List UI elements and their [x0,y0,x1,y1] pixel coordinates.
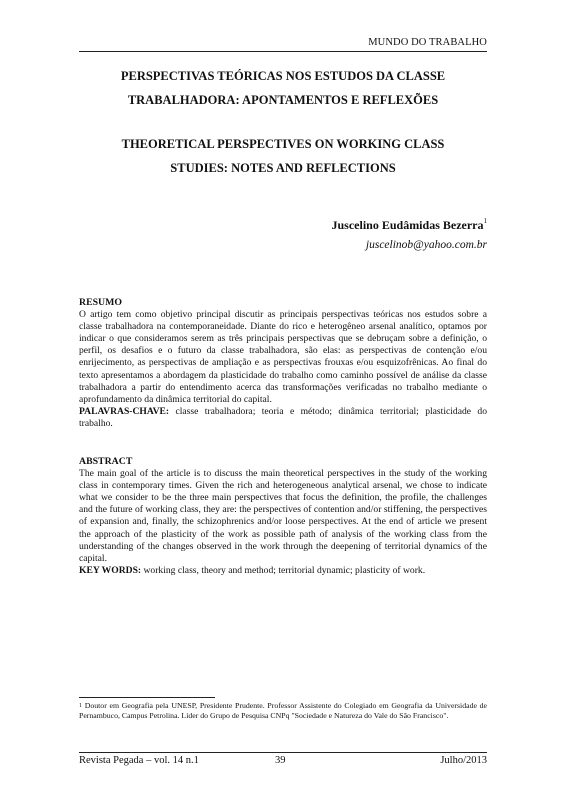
title-pt-line-1: PERSPECTIVAS TEÓRICAS NOS ESTUDOS DA CLASSE [120,69,446,83]
footnote-mark: 1 [79,703,82,709]
resumo-keywords-text: classe trabalhadora; teoria e método; dinâmica territorial; plasticidade do trabalho. [79,405,487,429]
abstract-keywords-text: working class, theory and method; territorial dynamic; plasticity of work. [141,564,426,576]
header-rule [79,51,487,52]
resumo-heading: RESUMO [79,297,123,308]
author-name-text: Juscelino Eudâmidas Bezerra [331,218,484,232]
footer-rule [79,752,487,753]
resumo-keywords-label: PALAVRAS-CHAVE: [79,405,170,417]
abstract-heading: ABSTRACT [79,456,133,467]
footnote-rule [79,697,215,698]
footer-date: Julho/2013 [440,755,487,766]
footnote-text: Doutor em Geografia pela UNESP, Presidente Prudente. Professor Assistente do Colegiado em Geografia da Universidade de Pernambuco, Campus Petrolina. Líder do Grupo de Pesquisa CNPq "Sociedade e Natureza do Vale do São Francisco". [79,701,487,720]
abstract-keywords-label: KEY WORDS: [79,564,142,576]
footer-journal: Revista Pegada – vol. 14 n.1 [79,755,199,766]
resumo-keywords [79,406,487,430]
abstract-section [79,456,487,577]
title-english [79,132,487,180]
title-portuguese [79,64,487,112]
abstract-body: The main goal of the article is to discuss the main theoretical perspectives in the study of the working class in contemporary times. Given the rich and heterogeneous analytical arsenal, we chose to indicate what we consider to be the three main perspectives that focus the definition, the profile, the challenges and the future of working class, they are: the perspectives of contention and/or stiffening, the perspectives of expansion and, finally, the schizophrenics and/or loose perspectives. At the end of article we present the approach of the plasticity of the work as possible path of analysis of the working class from the understanding of the changes observed in the work through the deepening of territorial dynamics of the capital. [79,468,487,564]
author-name [332,218,488,233]
footer-page-number: 39 [275,755,286,766]
footnote [79,701,487,721]
resumo-section [79,297,487,430]
title-pt-line-2: TRABALHADORA: APONTAMENTOS E REFLEXÕES [127,93,439,107]
abstract-keywords [79,565,487,577]
resumo-body: O artigo tem como objetivo principal discutir as principais perspectivas teóricas nos estudos sobre a classe trabalhadora na contemporaneidade. Diante do rico e heterogêneo arsenal analítico, optamos por indicar o que consideramos serem as três principais perspectivas que se debruçam sobre a definição, o perfil, os desafios e o futuro da classe trabalhadora, são elas: as perspectivas de contenção e/ou enrijecimento, as perspectivas de ampliação e as perspectivas frouxas e/ou esquizofrênicas. Ao final do texto apresentamos a abordagem da plasticidade do trabalho como caminho possível de análise da classe trabalhadora a partir do entendimento acerca das transformações verificadas no trabalho mediante o aprofundamento da dinâmica territorial do capital. [79,309,487,405]
author-email: juscelinob@yahoo.com.br [365,239,487,251]
author-footnote-mark: 1 [483,217,487,225]
running-header: MUNDO DO TRABALHO [368,37,487,48]
title-en-line-2: STUDIES: NOTES AND REFLECTIONS [170,161,396,175]
title-en-line-1: THEORETICAL PERSPECTIVES ON WORKING CLASS [121,137,445,151]
